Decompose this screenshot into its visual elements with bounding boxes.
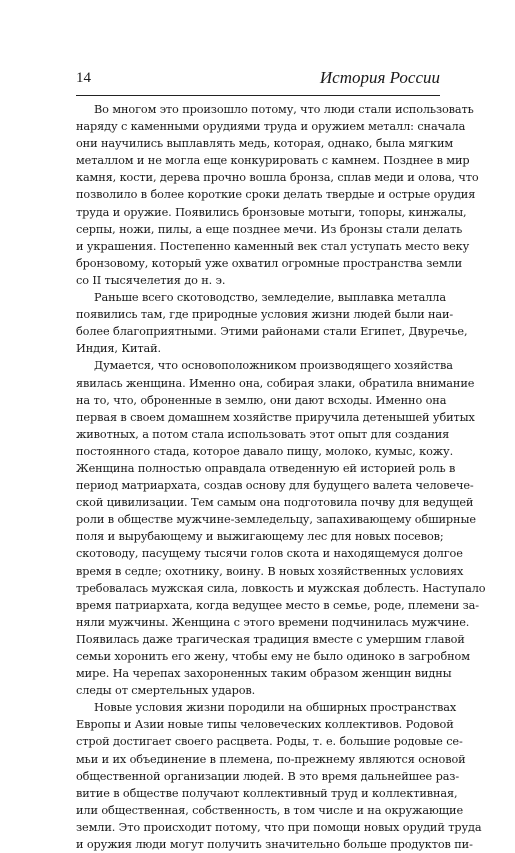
text-line: период матриархата, создав основу для будущего валета человече- xyxy=(76,479,474,493)
text-line: время патриархата, когда ведущее место в семье, роде, племени за- xyxy=(76,598,479,612)
text-line: Во многом это произошло потому, что люди стали использовать xyxy=(94,103,474,116)
text-line: камня, кости, дерева прочно вошла бронза, сплав меди и олова, что xyxy=(76,171,479,185)
text-line: появились там, где природные условия жизни людей были наи- xyxy=(76,308,454,322)
text-line: роли в обществе мужчине-земледельцу, запахивающему обширные xyxy=(76,513,476,527)
text-line: требовалась мужская сила, ловкость и мужская доблесть. Наступало xyxy=(76,581,486,595)
text-line: скотоводу, пасущему тысячи голов скота и находящемуся долгое xyxy=(76,547,463,561)
text-line: и украшения. Постепенно каменный век стал уступать место веку xyxy=(76,239,470,253)
text-line: металлом и не могла еще конкурировать с камнем. Позднее в мир xyxy=(76,154,470,168)
text-line: Европы и Азии новые типы человеческих коллективов. Родовой xyxy=(76,718,454,732)
text-line: позволило в более короткие сроки делать твердые и острые орудия xyxy=(76,188,476,202)
text-line: Женщина полностью оправдала отведенную ей историей роль в xyxy=(76,461,456,475)
text-line: на то, что, оброненные в землю, они дают всходы. Именно она xyxy=(76,393,447,407)
paragraph xyxy=(76,699,482,853)
header-rule xyxy=(76,95,440,96)
text-line: Раньше всего скотоводство, земледелие, выплавка металла xyxy=(94,291,446,305)
text-line: со II тысячелетия до н. э. xyxy=(76,273,226,287)
text-line: строй достигает своего расцвета. Роды, т. е. большие родовые се- xyxy=(76,735,463,749)
page-number: 14 xyxy=(76,70,91,86)
text-line: витие в обществе получают коллективный труд и коллективная, xyxy=(76,786,458,800)
text-line: Думается, что основоположником производящего хозяйства xyxy=(94,359,453,373)
paragraph xyxy=(76,289,468,357)
text-line: поля и вырубающему и выжигающему лес для новых посевов; xyxy=(76,530,444,544)
text-line: более благоприятными. Этими районами стали Египет, Двуречье, xyxy=(76,325,468,339)
text-line: Индия, Китай. xyxy=(76,342,161,356)
text-line: первая в своем домашнем хозяйстве приручила детенышей убитых xyxy=(76,410,475,424)
text-line: животных, а потом стала использовать этот опыт для создания xyxy=(76,427,450,441)
text-line: они научились выплавлять медь, которая, однако, была мягким xyxy=(76,137,454,151)
text-line: земли. Это происходит потому, что при помощи новых орудий труда xyxy=(76,820,482,834)
text-line: время в седле; охотнику, воину. В новых хозяйственных условиях xyxy=(76,564,464,578)
body-text xyxy=(76,101,486,853)
text-line: постоянного стада, которое давало пищу, молоко, кумыс, кожу. xyxy=(76,444,454,458)
text-line: семьи хоронить его жену, чтобы ему не было одиноко в загробном xyxy=(76,650,470,663)
text-line: серпы, ножи, пилы, а еще позднее мечи. Из бронзы стали делать xyxy=(76,222,463,236)
text-line: бронзовому, который уже охватил огромные пространства земли xyxy=(76,256,462,270)
text-line: Появилась даже трагическая традиция вместе с умершим главой xyxy=(76,632,465,646)
text-line: Новые условия жизни породили на обширных пространствах xyxy=(94,701,457,715)
page-header xyxy=(76,68,440,92)
text-line: мире. На черепах захороненных таким образом женщин видны xyxy=(76,667,452,681)
paragraph xyxy=(76,101,479,289)
text-line: и оружия люди могут получить значительно больше продуктов пи- xyxy=(76,838,473,852)
text-line: явилась женщина. Именно она, собирая злаки, обратила внимание xyxy=(76,376,475,390)
text-line: наряду с каменными орудиями труда и оружием металл: сначала xyxy=(76,120,466,134)
running-title: История России xyxy=(319,68,440,87)
text-line: няли мужчины. Женщина с этого времени подчинилась мужчине. xyxy=(76,615,470,629)
text-line: общественной организации людей. В это время дальнейшее раз- xyxy=(76,769,460,783)
paragraph xyxy=(76,357,486,699)
text-line: ской цивилизации. Тем самым она подготовила почву для ведущей xyxy=(76,496,474,510)
text-line: следы от смертельных ударов. xyxy=(76,684,256,698)
text-line: или общественная, собственность, в том числе и на окружающие xyxy=(76,803,464,817)
text-line: мьи и их объединение в племена, по-прежнему являются основой xyxy=(76,752,466,766)
text-line: труда и оружие. Появились бронзовые мотыги, топоры, кинжалы, xyxy=(76,205,467,219)
